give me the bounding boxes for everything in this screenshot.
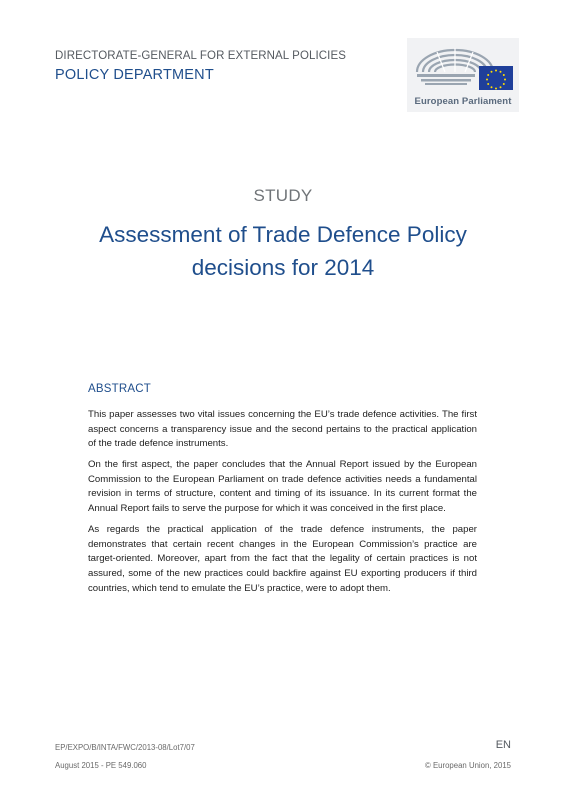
reference-number: EP/EXPO/B/INTA/FWC/2013-08/Lot7/07 <box>55 743 195 752</box>
copyright-notice: © European Union, 2015 <box>425 761 511 770</box>
abstract-body <box>88 408 477 603</box>
abstract-paragraph: On the first aspect, the paper concludes that the Annual Report issued by the European Commission to the European Parliament on trade defence activities needs a fundamental revision in terms of structure, content and timing of its issuance. In its current format the Annual Report fails to serve the purpose for which it was conceived in the first place. <box>88 459 477 515</box>
abstract-heading: ABSTRACT <box>88 383 151 395</box>
abstract-paragraph: As regards the practical application of the trade defence instruments, the paper demonstrates that certain recent changes in the European Commission’s practice are target-oriented. Moreover, apart from the fact that the legality of certain practices is not assured, some of the new practices could backfire against EU exporting producers if third countries, which tend to emulate the EU’s practice, were to adopt them. <box>88 524 477 594</box>
logo-text: European Parliament <box>414 96 512 107</box>
document-type: STUDY <box>253 186 313 205</box>
document-title: Assessment of Trade Defence Policy decisions for 2014 <box>99 222 467 280</box>
european-parliament-logo <box>407 38 519 112</box>
language-code: EN <box>495 739 511 751</box>
abstract-paragraph: This paper assesses two vital issues concerning the EU’s trade defence activities. The first aspect concerns a transparency issue and the second pertains to the practical application of the trade defence instruments. <box>88 409 477 450</box>
publication-date: August 2015 - PE 549.060 <box>55 761 147 770</box>
department-heading: POLICY DEPARTMENT <box>55 67 214 83</box>
hemicycle-icon <box>407 38 519 96</box>
directorate-heading: DIRECTORATE-GENERAL FOR EXTERNAL POLICIES <box>55 50 347 62</box>
